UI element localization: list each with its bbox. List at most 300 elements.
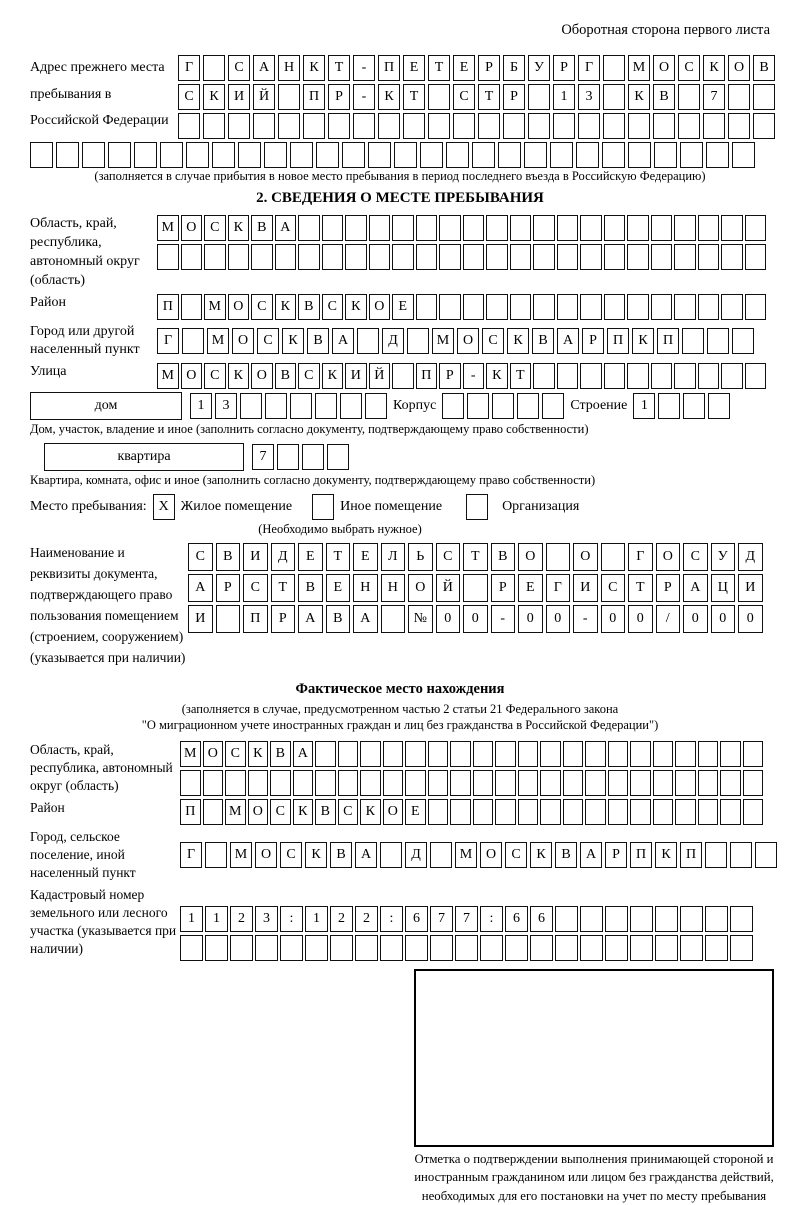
char-box: [225, 770, 246, 796]
char-box: [203, 113, 225, 139]
char-box: Е: [403, 55, 425, 81]
char-box: К: [303, 55, 325, 81]
char-box: [720, 799, 741, 825]
char-row: [188, 543, 763, 571]
char-box: [602, 142, 625, 168]
char-box: М: [628, 55, 650, 81]
char-box: 1: [305, 906, 328, 932]
char-box: К: [632, 328, 654, 354]
char-box: [683, 393, 705, 419]
char-box: [720, 741, 741, 767]
cadastral-label: Кадастровый номер земельного или лесного участка (указывается при наличии): [30, 886, 177, 957]
char-box: [345, 244, 367, 270]
house-type-box: дом: [30, 392, 182, 420]
char-box: К: [628, 84, 650, 110]
char-box: К: [322, 363, 344, 389]
char-box: В: [275, 363, 297, 389]
char-box: М: [180, 741, 201, 767]
char-box: 1: [633, 393, 655, 419]
char-box: [180, 770, 201, 796]
field-district: [30, 294, 770, 320]
char-box: Й: [253, 84, 275, 110]
char-box: [298, 215, 320, 241]
page-title: Оборотная сторона первого листа: [561, 22, 770, 38]
char-box: [495, 741, 516, 767]
char-box: [205, 842, 227, 868]
char-box: [160, 142, 183, 168]
char-box: С: [280, 842, 302, 868]
char-box: [510, 244, 532, 270]
char-box: В: [298, 294, 320, 320]
char-box: [463, 574, 488, 602]
char-box: В: [753, 55, 775, 81]
char-box: [442, 393, 464, 419]
char-box: [705, 935, 728, 961]
char-box: [604, 294, 626, 320]
char-box: [428, 741, 449, 767]
char-box: А: [332, 328, 354, 354]
actual-location-title: Фактическое место нахождения: [295, 680, 505, 697]
char-box: [392, 244, 414, 270]
char-box: Н: [278, 55, 300, 81]
char-box: С: [257, 328, 279, 354]
char-box: 1: [205, 906, 228, 932]
char-box: 0: [463, 605, 488, 633]
char-box: [182, 328, 204, 354]
char-box: Р: [656, 574, 681, 602]
char-box: [745, 363, 767, 389]
char-box: [745, 244, 767, 270]
char-box: [463, 294, 485, 320]
char-box: [253, 113, 275, 139]
char-box: [698, 294, 720, 320]
char-box: [601, 543, 626, 571]
char-box: [721, 294, 743, 320]
char-box: [238, 142, 261, 168]
char-box: К: [282, 328, 304, 354]
checkbox-residential: [153, 494, 175, 520]
char-box: Е: [405, 799, 426, 825]
char-box: [580, 215, 602, 241]
char-box: В: [216, 543, 241, 571]
char-box: Е: [518, 574, 543, 602]
char-box: [721, 215, 743, 241]
char-box: С: [243, 574, 268, 602]
char-box: [369, 244, 391, 270]
char-box: 3: [215, 393, 237, 419]
char-box: М: [157, 363, 179, 389]
char-box: 0: [683, 605, 708, 633]
char-box: О: [518, 543, 543, 571]
char-box: М: [432, 328, 454, 354]
char-box: [654, 142, 677, 168]
char-box: [290, 393, 312, 419]
char-box: [322, 215, 344, 241]
char-box: [580, 244, 602, 270]
char-box: [528, 113, 550, 139]
char-box: В: [491, 543, 516, 571]
char-box: [698, 363, 720, 389]
char-row: [157, 294, 766, 320]
char-row: [180, 770, 763, 796]
option-organization-label: Организация: [502, 499, 580, 515]
char-box: [450, 770, 471, 796]
char-box: О: [181, 363, 203, 389]
char-box: [378, 113, 400, 139]
char-box: [255, 935, 278, 961]
char-box: 7: [455, 906, 478, 932]
char-box: В: [653, 84, 675, 110]
char-box: [743, 799, 764, 825]
char-box: [605, 906, 628, 932]
char-box: [703, 113, 725, 139]
char-box: О: [181, 215, 203, 241]
char-box: [405, 770, 426, 796]
char-box: [280, 935, 303, 961]
char-box: И: [573, 574, 598, 602]
char-box: 2: [330, 906, 353, 932]
char-box: С: [678, 55, 700, 81]
char-box: [345, 215, 367, 241]
char-box: Р: [503, 84, 525, 110]
char-box: [277, 444, 299, 470]
char-box: [753, 84, 775, 110]
char-box: Т: [328, 55, 350, 81]
char-box: [205, 935, 228, 961]
char-box: [608, 741, 629, 767]
char-box: О: [228, 294, 250, 320]
char-box: К: [275, 294, 297, 320]
char-box: В: [298, 574, 323, 602]
char-box: [416, 215, 438, 241]
char-box: [455, 935, 478, 961]
district2-label: Район: [30, 799, 65, 815]
char-box: [563, 741, 584, 767]
char-box: 2: [355, 906, 378, 932]
char-box: [627, 244, 649, 270]
char-box: [360, 741, 381, 767]
char-box: [380, 935, 403, 961]
char-box: Й: [436, 574, 461, 602]
char-row: [190, 393, 387, 419]
char-box: 0: [628, 605, 653, 633]
char-box: [580, 294, 602, 320]
char-box: [338, 741, 359, 767]
char-box: -: [463, 363, 485, 389]
char-box: [580, 906, 603, 932]
char-box: [518, 741, 539, 767]
char-box: [181, 244, 203, 270]
char-box: [557, 244, 579, 270]
char-box: О: [255, 842, 277, 868]
char-box: [486, 294, 508, 320]
char-box: А: [275, 215, 297, 241]
char-box: [478, 113, 500, 139]
char-box: О: [656, 543, 681, 571]
char-box: Р: [582, 328, 604, 354]
field-region-2: [30, 741, 770, 796]
char-box: [203, 770, 224, 796]
char-box: Е: [353, 543, 378, 571]
char-box: [743, 770, 764, 796]
char-box: [495, 799, 516, 825]
char-box: [630, 741, 651, 767]
char-box: [630, 906, 653, 932]
char-box: [510, 294, 532, 320]
char-box: Й: [369, 363, 391, 389]
char-box: С: [601, 574, 626, 602]
char-box: [708, 393, 730, 419]
char-box: Ц: [711, 574, 736, 602]
char-box: М: [207, 328, 229, 354]
prev-address-label: Адрес прежнего места пребывания в Российской Федерации: [30, 60, 169, 129]
char-box: [603, 113, 625, 139]
char-box: Т: [510, 363, 532, 389]
char-box: О: [573, 543, 598, 571]
char-box: Р: [271, 605, 296, 633]
stroenie-label: Строение: [570, 398, 628, 414]
char-box: [608, 799, 629, 825]
street-label: Улица: [30, 364, 67, 380]
char-box: С: [683, 543, 708, 571]
char-box: [557, 363, 579, 389]
char-box: [342, 142, 365, 168]
char-box: П: [303, 84, 325, 110]
field-city: [30, 323, 770, 361]
char-box: П: [243, 605, 268, 633]
actual-location-note2: "О миграционном учете иностранных граждан и лиц без гражданства в Российской Федерации"): [141, 717, 659, 732]
char-box: К: [530, 842, 552, 868]
char-box: [680, 142, 703, 168]
prev-address-rows: [178, 55, 775, 139]
char-box: 0: [436, 605, 461, 633]
char-box: 7: [430, 906, 453, 932]
char-box: Д: [738, 543, 763, 571]
char-row: [178, 55, 775, 81]
char-box: П: [680, 842, 702, 868]
char-box: Т: [271, 574, 296, 602]
char-box: [381, 605, 406, 633]
char-box: [628, 142, 651, 168]
char-box: [428, 84, 450, 110]
char-row: [180, 799, 763, 825]
char-box: [251, 244, 273, 270]
char-box: [322, 244, 344, 270]
char-box: №: [408, 605, 433, 633]
char-box: [604, 215, 626, 241]
field-region: [30, 215, 770, 291]
char-box: [585, 799, 606, 825]
char-box: [290, 142, 313, 168]
char-box: Р: [216, 574, 241, 602]
char-box: [368, 142, 391, 168]
char-box: Р: [605, 842, 627, 868]
char-box: 1: [190, 393, 212, 419]
char-box: [578, 113, 600, 139]
char-box: /: [656, 605, 681, 633]
char-box: М: [157, 215, 179, 241]
region-rows: [157, 215, 766, 270]
district-label: Район: [30, 294, 66, 310]
char-box: [265, 393, 287, 419]
char-box: [355, 935, 378, 961]
char-box: [365, 393, 387, 419]
stay-type-note: (Необходимо выбрать нужное): [258, 522, 422, 537]
char-box: С: [204, 363, 226, 389]
apartment-note: Квартира, комната, офис и иное (заполнить согласно документу, подтверждающему право собственности): [30, 473, 596, 488]
char-box: [315, 741, 336, 767]
char-box: 7: [252, 444, 274, 470]
stay-type-line: [30, 494, 770, 520]
char-box: С: [322, 294, 344, 320]
char-box: [530, 935, 553, 961]
char-row: [178, 113, 775, 139]
char-box: В: [330, 842, 352, 868]
char-box: [540, 770, 561, 796]
char-box: И: [243, 543, 268, 571]
char-box: 3: [255, 906, 278, 932]
char-box: К: [228, 215, 250, 241]
char-box: 0: [518, 605, 543, 633]
char-box: [674, 294, 696, 320]
char-box: [630, 799, 651, 825]
char-box: [603, 84, 625, 110]
char-box: [380, 842, 402, 868]
char-box: В: [307, 328, 329, 354]
actual-location-note1: (заполняется в случае, предусмотренном частью 2 статьи 21 Федерального закона: [181, 701, 619, 716]
char-box: Н: [353, 574, 378, 602]
char-box: [203, 55, 225, 81]
char-box: В: [315, 799, 336, 825]
field-district-2: [30, 799, 770, 825]
char-box: К: [345, 294, 367, 320]
option-residential-label: Жилое помещение: [180, 499, 293, 515]
char-box: Р: [491, 574, 516, 602]
checkbox-other-premises: [312, 494, 334, 520]
char-box: А: [355, 842, 377, 868]
char-box: [655, 906, 678, 932]
char-box: И: [228, 84, 250, 110]
char-box: [403, 113, 425, 139]
char-box: И: [738, 574, 763, 602]
char-box: Н: [381, 574, 406, 602]
char-box: [157, 244, 179, 270]
char-box: [678, 113, 700, 139]
char-box: [555, 906, 578, 932]
char-box: [698, 244, 720, 270]
char-box: О: [369, 294, 391, 320]
char-box: К: [378, 84, 400, 110]
field-cadastral: [30, 886, 770, 961]
char-box: 1: [553, 84, 575, 110]
char-box: [315, 770, 336, 796]
char-box: Г: [578, 55, 600, 81]
char-box: С: [225, 741, 246, 767]
house-note: Дом, участок, владение и иное (заполнить согласно документу, подтверждающему право собственности): [30, 422, 589, 437]
char-box: Т: [428, 55, 450, 81]
char-box: 6: [530, 906, 553, 932]
char-box: [745, 294, 767, 320]
char-box: [546, 543, 571, 571]
region-label: Область, край, республика, автономный округ (область): [30, 216, 140, 288]
prev-address-note: (заполняется в случае прибытия в новое место пребывания в период последнего въезда в Российскую Федерацию): [94, 169, 706, 183]
char-box: А: [557, 328, 579, 354]
char-box: [315, 393, 337, 419]
char-box: [628, 113, 650, 139]
char-box: [698, 799, 719, 825]
region2-label: Область, край, республика, автономный округ (область): [30, 741, 173, 794]
char-box: [705, 842, 727, 868]
char-box: С: [482, 328, 504, 354]
char-row: [188, 605, 763, 633]
char-box: С: [178, 84, 200, 110]
char-box: Т: [326, 543, 351, 571]
char-box: [743, 741, 764, 767]
char-box: [651, 244, 673, 270]
char-box: [524, 142, 547, 168]
char-box: [674, 215, 696, 241]
char-box: [510, 215, 532, 241]
char-box: [303, 113, 325, 139]
char-box: А: [580, 842, 602, 868]
char-box: [230, 935, 253, 961]
char-box: [732, 142, 755, 168]
field-city-2: [30, 828, 770, 883]
stamp-note: Отметка о подтверждении выполнения принимающей стороной и иностранным гражданином или лицом без гражданства действий, необходимых для его постановки на учет по месту пребывания: [414, 1151, 774, 1203]
char-box: [707, 328, 729, 354]
char-box: В: [326, 605, 351, 633]
char-box: [357, 328, 379, 354]
char-box: [453, 113, 475, 139]
char-box: [540, 799, 561, 825]
char-box: Ь: [408, 543, 433, 571]
char-box: К: [507, 328, 529, 354]
char-box: К: [703, 55, 725, 81]
char-box: К: [203, 84, 225, 110]
char-box: [653, 113, 675, 139]
char-box: [533, 215, 555, 241]
field-prev-address: [30, 55, 770, 139]
char-box: Г: [178, 55, 200, 81]
char-row: [252, 444, 349, 470]
char-box: [480, 935, 503, 961]
char-box: [495, 770, 516, 796]
section2-title: 2. СВЕДЕНИЯ О МЕСТЕ ПРЕБЫВАНИЯ: [256, 190, 544, 206]
char-box: [517, 393, 539, 419]
char-box: П: [657, 328, 679, 354]
char-box: П: [630, 842, 652, 868]
char-box: [603, 55, 625, 81]
region2-rows: [180, 741, 763, 796]
char-box: [180, 935, 203, 961]
char-box: О: [653, 55, 675, 81]
char-box: :: [480, 906, 503, 932]
char-row: [633, 393, 730, 419]
char-box: [270, 770, 291, 796]
char-box: 2: [230, 906, 253, 932]
char-box: С: [453, 84, 475, 110]
char-box: О: [232, 328, 254, 354]
char-box: Т: [403, 84, 425, 110]
char-box: 6: [505, 906, 528, 932]
char-box: С: [251, 294, 273, 320]
char-box: [405, 935, 428, 961]
char-row: [180, 741, 763, 767]
char-box: О: [383, 799, 404, 825]
char-box: [653, 770, 674, 796]
char-box: [416, 294, 438, 320]
char-box: [627, 294, 649, 320]
